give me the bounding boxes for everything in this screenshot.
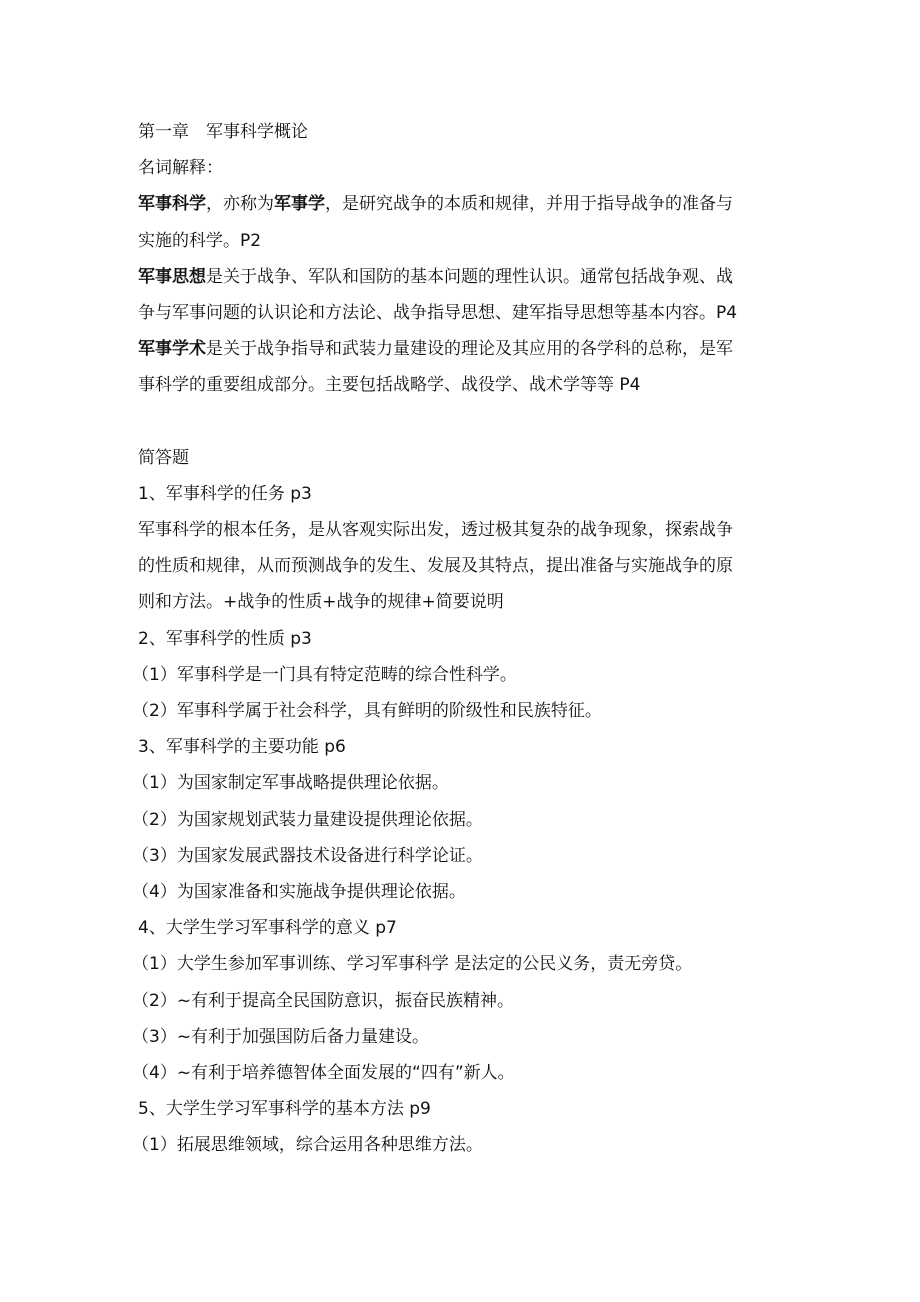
question-heading: 2、军事科学的性质 p3	[138, 628, 312, 649]
term-definition-line	[138, 331, 788, 367]
definition-text: 实施的科学。P2	[138, 230, 262, 251]
term: 军事思想	[138, 266, 206, 287]
chapter-title: 第一章 军事科学概论	[138, 122, 308, 142]
answer-line: （1）军事科学是一门具有特定范畴的综合性科学。	[132, 664, 517, 685]
answer-line: （2）~有利于提高全民国防意识，振奋民族精神。	[132, 990, 515, 1011]
definition-text: 是关于战争、军队和国防的基本问题的理性认识。通常包括战争观、战	[206, 266, 733, 287]
term-definition-line	[138, 259, 788, 295]
answer-line: （4）~有利于培养德智体全面发展的“四有”新人。	[132, 1062, 515, 1083]
term: 军事学	[274, 194, 325, 215]
terms-heading: 名词解释：	[138, 158, 223, 179]
answer-line: （1）大学生参加军事训练、学习军事科学 是法定的公民义务，责无旁贷。	[132, 954, 693, 975]
definition-text: ，亦称为	[206, 194, 274, 215]
answer-line: （1）为国家制定军事战略提供理论依据。	[132, 773, 449, 794]
answer-line: （3）~有利于加强国防后备力量建设。	[132, 1026, 430, 1047]
term: 军事科学	[138, 194, 206, 215]
definition-text: ，是研究战争的本质和规律，并用于指导战争的准备与	[325, 194, 733, 215]
definition-text: 争与军事问题的认识论和方法论、战争指导思想、建军指导思想等基本内容。P4	[138, 302, 738, 323]
question-heading: 5、大学生学习军事科学的基本方法 p9	[138, 1099, 431, 1120]
definition-text: 事科学的重要组成部分。主要包括战略学、战役学、战术学等等 P4	[138, 375, 641, 396]
answer-line: 则和方法。+战争的性质+战争的规律+简要说明	[138, 592, 504, 613]
qa-heading: 简答题	[138, 447, 189, 468]
answer-line: 军事科学的根本任务，是从客观实际出发，透过极其复杂的战争现象，探索战争	[138, 520, 733, 541]
document-page	[132, 114, 788, 1163]
question-heading: 4、大学生学习军事科学的意义 p7	[138, 918, 397, 939]
answer-line: （1）拓展思维领域，综合运用各种思维方法。	[132, 1135, 483, 1156]
definition-text: 是关于战争指导和武装力量建设的理论及其应用的各学科的总称，是军	[206, 339, 733, 360]
answer-line: （4）为国家准备和实施战争提供理论依据。	[132, 881, 466, 902]
answer-line: （3）为国家发展武器技术设备进行科学论证。	[132, 845, 483, 866]
question-heading: 3、军事科学的主要功能 p6	[138, 737, 346, 758]
answer-line: （2）军事科学属于社会科学，具有鲜明的阶级性和民族特征。	[132, 701, 602, 721]
term-definition-line	[138, 186, 788, 222]
answer-line: （2）为国家规划武装力量建设提供理论依据。	[132, 809, 483, 830]
question-heading: 1、军事科学的任务 p3	[138, 483, 312, 504]
term: 军事学术	[138, 339, 206, 360]
answer-line: 的性质和规律，从而预测战争的发生、发展及其特点，提出准备与实施战争的原	[138, 556, 733, 577]
